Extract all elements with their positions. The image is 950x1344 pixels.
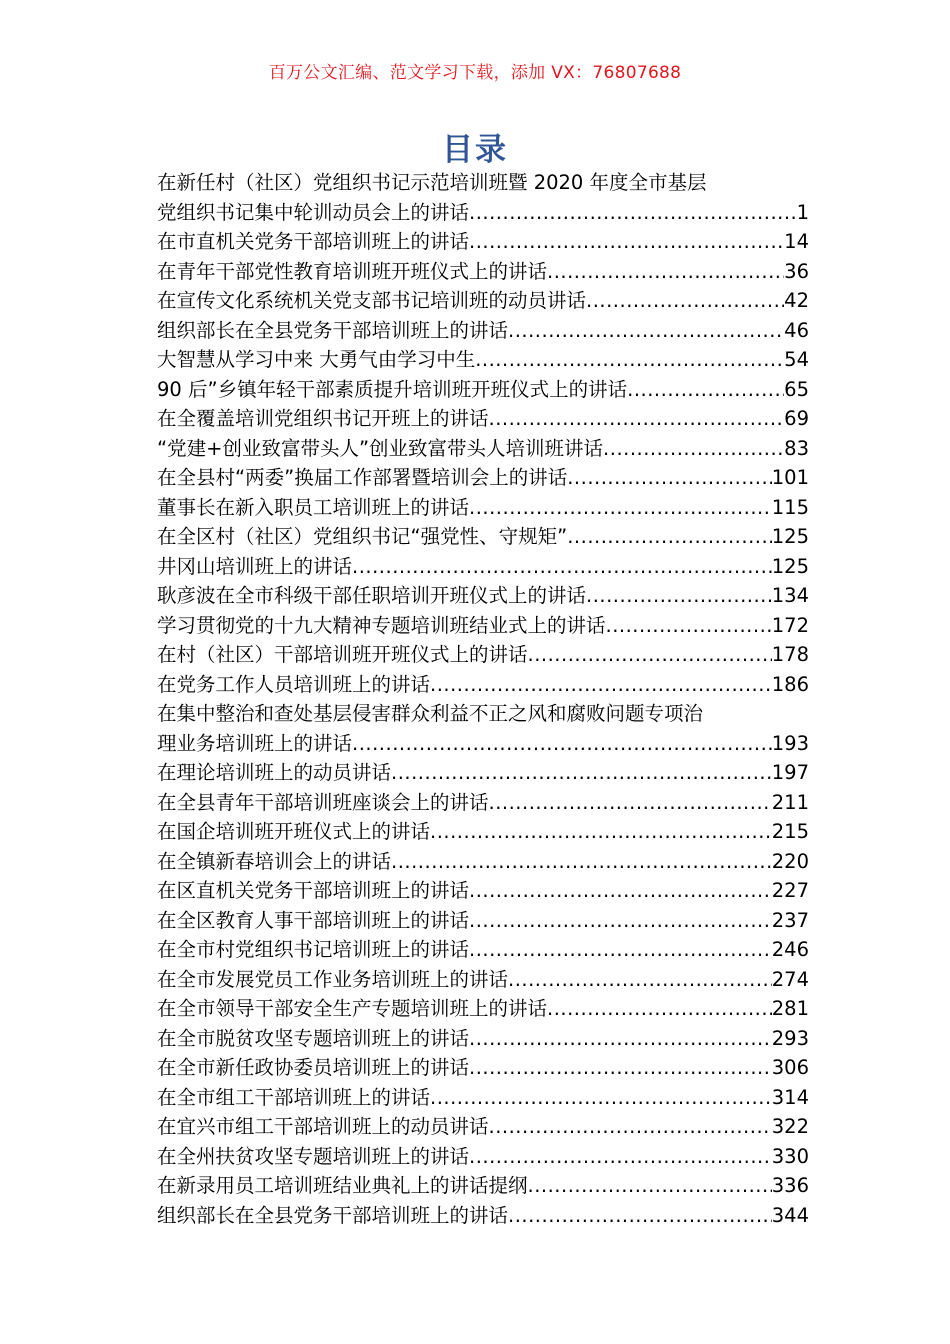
toc-line [157, 758, 809, 788]
toc-entry[interactable] [157, 788, 857, 818]
toc-line [157, 994, 809, 1024]
toc-dot-leader [586, 581, 772, 611]
toc-entry-title: 在全市组工干部培训班上的讲话 [157, 1085, 431, 1109]
toc-entry[interactable] [157, 847, 857, 877]
toc-dot-leader [469, 906, 772, 936]
toc-dot-leader [603, 434, 784, 464]
toc-dot-leader [391, 847, 772, 877]
toc-dot-leader [430, 1083, 772, 1113]
toc-page-number: 65 [784, 377, 809, 401]
toc-entry-title: 在全市村党组织书记培训班上的讲话 [157, 938, 470, 961]
toc-page-number: 172 [771, 613, 809, 637]
toc-line [157, 935, 809, 965]
toc-entry[interactable] [157, 493, 857, 523]
toc-entry[interactable] [157, 1083, 857, 1113]
toc-dot-leader [567, 522, 772, 552]
toc-page-number: 330 [771, 1144, 809, 1168]
toc-entry-title: 在村（社区）干部培训班开班仪式上的讲话 [157, 643, 528, 666]
toc-line [157, 729, 809, 759]
toc-entry[interactable] [157, 581, 857, 611]
toc-entry[interactable] [157, 1142, 857, 1172]
toc-entry[interactable] [157, 316, 857, 346]
toc-entry-title: 董事长在新入职员工培训班上的讲话 [157, 495, 470, 519]
toc-entry-title: 在新录用员工培训班结业典礼上的讲话提纲 [157, 1174, 528, 1197]
toc-dot-leader [391, 758, 772, 788]
toc-page-number: 193 [771, 731, 809, 755]
toc-dot-leader [508, 965, 772, 995]
toc-entry[interactable] [157, 463, 857, 493]
toc-page-number: 215 [771, 820, 809, 843]
toc-entry[interactable] [157, 404, 857, 434]
toc-entry-title: 在全市发展党员工作业务培训班上的讲话 [157, 967, 509, 991]
toc-entry[interactable] [157, 699, 857, 758]
toc-page-number: 178 [771, 643, 809, 666]
toc-entry-title: 在宜兴市组工干部培训班上的动员讲话 [157, 1115, 489, 1138]
toc-line [157, 1112, 809, 1142]
toc-page-number: 186 [771, 672, 809, 696]
toc-page-number: 125 [771, 554, 809, 578]
toc-line [157, 493, 809, 523]
toc-dot-leader [469, 1053, 772, 1083]
toc-page-number: 322 [771, 1115, 809, 1138]
toc-entry-title: 在理论培训班上的动员讲话 [157, 761, 392, 784]
toc-entry[interactable] [157, 345, 857, 375]
toc-entry-title: 组织部长在全县党务干部培训班上的讲话 [157, 318, 509, 342]
toc-dot-leader [547, 994, 772, 1024]
page-title: 目录 [442, 132, 508, 168]
toc-entry[interactable] [157, 1171, 857, 1201]
toc-entry[interactable] [157, 227, 857, 257]
toc-entry[interactable] [157, 375, 857, 405]
toc-line [157, 670, 809, 700]
toc-page-number: 36 [784, 259, 809, 283]
toc-entry-title: 在青年干部党性教育培训班开班仪式上的讲话 [157, 259, 548, 283]
toc-line [157, 345, 809, 375]
toc-dot-leader [508, 1201, 772, 1231]
toc-entry-title: 在全区教育人事干部培训班上的讲话 [157, 908, 470, 932]
toc-line [157, 611, 809, 641]
toc-dot-leader [469, 876, 772, 906]
toc-page-number: 46 [784, 318, 809, 342]
toc-line [157, 375, 809, 405]
toc-page-number: 115 [771, 495, 809, 519]
toc-entry[interactable] [157, 552, 857, 582]
toc-line [157, 463, 809, 493]
toc-page-number: 314 [771, 1085, 809, 1109]
toc-page-number: 101 [771, 466, 809, 489]
toc-entry[interactable] [157, 935, 857, 965]
toc-entry-title: 理业务培训班上的讲话 [157, 731, 353, 755]
toc-line [157, 552, 809, 582]
toc-entry-title: 在市直机关党务干部培训班上的讲话 [157, 230, 470, 253]
toc-page-number: 69 [784, 407, 809, 430]
promo-header: 百万公文汇编、范文学习下载，添加 VX：76807688 [268, 63, 682, 83]
toc-entry-title-first-line: 在集中整治和查处基层侵害群众利益不正之风和腐败问题专项治 [157, 702, 704, 725]
toc-line [157, 1171, 809, 1201]
toc-entry[interactable] [157, 906, 857, 936]
toc-line [157, 286, 809, 316]
toc-entry-title: 在宣传文化系统机关党支部书记培训班的动员讲话 [157, 289, 587, 312]
toc-page-number: 211 [771, 790, 809, 814]
toc-entry[interactable] [157, 965, 857, 995]
toc-line [157, 1201, 809, 1231]
toc-line [157, 1053, 809, 1083]
toc-page-number: 293 [771, 1026, 809, 1050]
toc-line [157, 906, 809, 936]
toc-entry[interactable] [157, 817, 857, 847]
toc-line [157, 1083, 809, 1113]
toc-line [157, 876, 809, 906]
toc-entry-title: 在区直机关党务干部培训班上的讲话 [157, 879, 470, 902]
toc-dot-leader [430, 670, 772, 700]
toc-entry-title: 在全市新任政协委员培训班上的讲话 [157, 1056, 470, 1079]
toc-entry[interactable] [157, 257, 857, 287]
toc-page-number: 134 [771, 584, 809, 607]
toc-entry[interactable] [157, 522, 857, 552]
toc-dot-leader [475, 345, 784, 375]
toc-line [157, 847, 809, 877]
toc-entry[interactable] [157, 876, 857, 906]
toc-page-number: 14 [784, 230, 809, 253]
toc-dot-leader [528, 640, 772, 670]
toc-page-number: 227 [771, 879, 809, 902]
toc-entry-title: 组织部长在全县党务干部培训班上的讲话 [157, 1203, 509, 1227]
toc-entry[interactable] [157, 758, 857, 788]
toc-entry[interactable] [157, 1024, 857, 1054]
toc-dot-leader [567, 463, 772, 493]
toc-dot-leader [547, 257, 784, 287]
toc-page-number: 42 [784, 289, 809, 312]
toc-entry[interactable] [157, 611, 857, 641]
toc-page-number: 237 [771, 908, 809, 932]
toc-entry-title: “党建+创业致富带头人”创业致富带头人培训班讲话 [157, 436, 604, 460]
toc-entry-title: 在全覆盖培训党组织书记开班上的讲话 [157, 407, 489, 430]
toc-entry-title: 在全市脱贫攻坚专题培训班上的讲话 [157, 1026, 470, 1050]
toc-line [157, 198, 809, 228]
toc-dot-leader [469, 227, 784, 257]
toc-dot-leader [469, 493, 772, 523]
toc-dot-leader [489, 1112, 772, 1142]
toc-page-number: 336 [771, 1174, 809, 1197]
toc-line [157, 640, 809, 670]
toc-entry-title: 井冈山培训班上的讲话 [157, 554, 353, 578]
toc-entry[interactable] [157, 994, 857, 1024]
toc-entry-title: 在党务工作人员培训班上的讲话 [157, 672, 431, 696]
toc-dot-leader [469, 1024, 772, 1054]
toc-entry-title: 党组织书记集中轮训动员会上的讲话 [157, 200, 470, 224]
toc-page-number: 344 [771, 1203, 809, 1227]
toc-line [157, 1024, 809, 1054]
toc-entry-title: 在国企培训班开班仪式上的讲话 [157, 820, 431, 843]
toc-page-number: 1 [796, 200, 809, 224]
toc-page-number: 54 [784, 348, 809, 371]
toc-entry[interactable] [157, 286, 857, 316]
toc-dot-leader [469, 198, 797, 228]
toc-entry[interactable] [157, 1112, 857, 1142]
toc-dot-leader [352, 729, 772, 759]
toc-entry-title-first-line: 在新任村（社区）党组织书记示范培训班暨 2020 年度全市基层 [157, 171, 707, 194]
toc-entry-title: 在全区村（社区）党组织书记“强党性、守规矩” [157, 525, 568, 548]
toc-line [157, 1142, 809, 1172]
toc-line [157, 788, 809, 818]
toc-entry[interactable] [157, 640, 857, 670]
toc-line [157, 965, 809, 995]
toc-line [157, 581, 809, 611]
toc-line [157, 316, 809, 346]
toc-entry-title: 耿彦波在全市科级干部任职培训开班仪式上的讲话 [157, 584, 587, 607]
toc-dot-leader [508, 316, 784, 346]
toc-entry-title: 学习贯彻党的十九大精神专题培训班结业式上的讲话 [157, 613, 606, 637]
toc-line [157, 817, 809, 847]
toc-page-number: 306 [771, 1056, 809, 1079]
toc-page-number: 274 [771, 967, 809, 991]
toc-entry-title: 在全镇新春培训会上的讲话 [157, 849, 392, 873]
toc-entry[interactable] [157, 1201, 857, 1231]
toc-page-number: 281 [771, 997, 809, 1020]
toc-dot-leader [528, 1171, 772, 1201]
toc-page-number: 220 [771, 849, 809, 873]
toc-page-number: 246 [771, 938, 809, 961]
toc-line [157, 257, 809, 287]
toc-dot-leader [352, 552, 772, 582]
toc-entry-title: 在全县青年干部培训班座谈会上的讲话 [157, 790, 489, 814]
toc-entry[interactable] [157, 434, 857, 464]
toc-line [157, 522, 809, 552]
toc-entry-title: 在全市领导干部安全生产专题培训班上的讲话 [157, 997, 548, 1020]
toc-entry[interactable] [157, 670, 857, 700]
toc-page-number: 197 [771, 761, 809, 784]
toc-dot-leader [489, 404, 785, 434]
toc-entry[interactable] [157, 1053, 857, 1083]
toc-line [157, 404, 809, 434]
toc-line [157, 227, 809, 257]
toc-dot-leader [469, 935, 772, 965]
toc-line [157, 434, 809, 464]
toc-dot-leader [627, 375, 784, 405]
toc-page-number: 83 [784, 436, 809, 460]
toc-dot-leader [606, 611, 772, 641]
table-of-contents [157, 168, 857, 1230]
toc-entry[interactable] [157, 168, 857, 227]
toc-entry-title: 在全县村“两委”换届工作部署暨培训会上的讲话 [157, 466, 568, 489]
toc-dot-leader [430, 817, 772, 847]
toc-entry-title: 90 后”乡镇年轻干部素质提升培训班开班仪式上的讲话 [157, 377, 628, 401]
toc-entry-title: 大智慧从学习中来 大勇气由学习中生 [157, 348, 476, 371]
toc-entry-title: 在全州扶贫攻坚专题培训班上的讲话 [157, 1144, 470, 1168]
toc-dot-leader [469, 1142, 772, 1172]
toc-dot-leader [586, 286, 784, 316]
toc-dot-leader [489, 788, 772, 818]
toc-page-number: 125 [771, 525, 809, 548]
